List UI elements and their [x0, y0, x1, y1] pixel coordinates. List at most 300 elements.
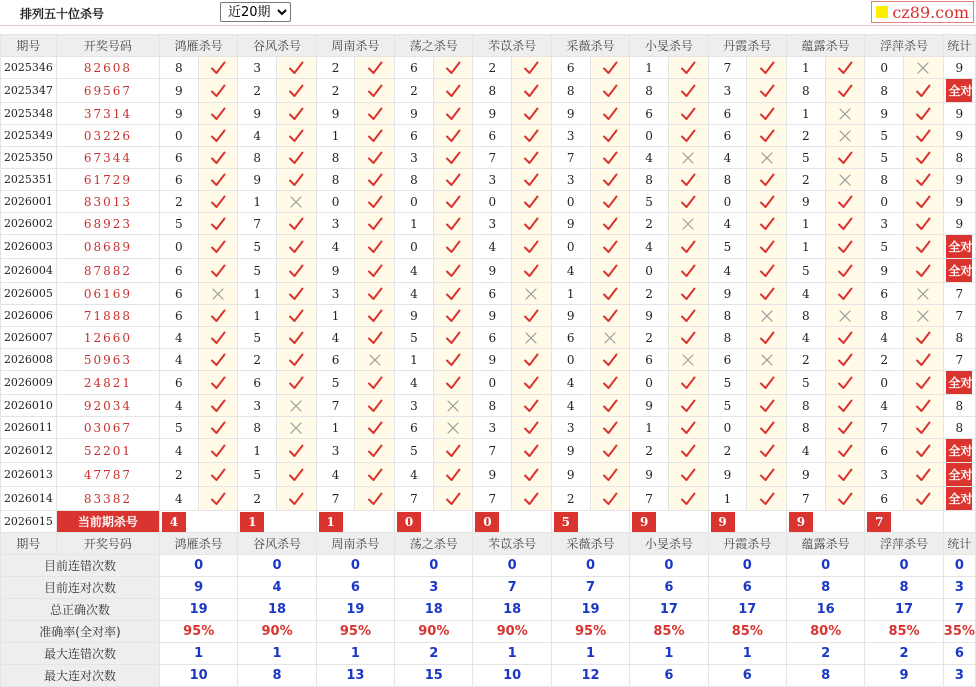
logo-square-icon — [876, 6, 888, 18]
kill-number-cell: 9 — [865, 259, 904, 283]
check-icon — [915, 83, 931, 99]
result-mark-cell — [904, 79, 944, 103]
kill-number-cell: 7 — [238, 213, 277, 235]
result-mark-cell — [747, 57, 787, 79]
range-select[interactable] — [220, 2, 291, 22]
stat-value-cell: 18 — [473, 599, 551, 621]
stat-label: 最大连对次数 — [1, 665, 160, 687]
hit-count-cell: 7 — [943, 283, 975, 305]
check-icon — [680, 172, 696, 188]
kill-number-cell: 9 — [473, 305, 512, 327]
result-mark-cell — [198, 103, 238, 125]
result-mark-cell — [904, 417, 944, 439]
check-icon — [837, 398, 853, 414]
stat-value-cell: 8 — [786, 665, 864, 687]
check-icon — [367, 398, 383, 414]
cross-icon — [915, 286, 931, 302]
check-icon — [288, 443, 304, 459]
stat-label: 总正确次数 — [1, 599, 160, 621]
col-count-header: 统计 — [943, 533, 975, 555]
result-mark-cell — [904, 169, 944, 191]
check-icon — [445, 83, 461, 99]
check-icon — [367, 330, 383, 346]
result-mark-cell — [433, 235, 473, 259]
kill-number-cell: 2 — [786, 349, 825, 371]
table-row — [1, 439, 976, 463]
result-mark-cell — [277, 57, 317, 79]
stat-value-cell: 2 — [786, 643, 864, 665]
kill-number-cell: 0 — [159, 235, 198, 259]
result-mark-cell — [355, 79, 395, 103]
result-mark-cell — [904, 213, 944, 235]
kill-number-cell: 9 — [238, 169, 277, 191]
result-mark-cell — [590, 283, 630, 305]
check-icon — [602, 60, 618, 76]
kill-number-cell: 0 — [865, 371, 904, 395]
check-icon — [602, 443, 618, 459]
kill-number-cell: 2 — [473, 57, 512, 79]
result-mark-cell — [512, 191, 552, 213]
result-mark-cell — [668, 259, 708, 283]
table-row — [1, 235, 976, 259]
result-mark-cell — [355, 213, 395, 235]
kill-number-cell: 6 — [159, 147, 198, 169]
hit-count-cell: 9 — [943, 213, 975, 235]
table-row — [1, 395, 976, 417]
kill-number-cell: 1 — [395, 349, 434, 371]
check-icon — [210, 83, 226, 99]
result-mark-cell — [355, 259, 395, 283]
period-cell: 2026009 — [1, 371, 57, 395]
stat-value-cell: 3 — [395, 577, 473, 599]
current-period-row — [1, 511, 976, 533]
result-mark-cell — [747, 213, 787, 235]
kill-number-cell: 9 — [786, 191, 825, 213]
check-icon — [837, 60, 853, 76]
check-icon — [602, 263, 618, 279]
period-cell: 2025346 — [1, 57, 57, 79]
kill-number-cell: 6 — [316, 349, 355, 371]
all-correct-badge: 全对 — [946, 463, 972, 486]
result-mark-cell — [512, 395, 552, 417]
kill-number-cell: 9 — [708, 283, 747, 305]
check-icon — [915, 239, 931, 255]
result-mark-cell — [590, 395, 630, 417]
result-mark-cell — [747, 125, 787, 147]
kill-number-cell: 1 — [316, 305, 355, 327]
period-cell: 2025347 — [1, 79, 57, 103]
result-mark-cell — [355, 487, 395, 511]
stat-value-cell: 0 — [865, 555, 943, 577]
check-icon — [602, 106, 618, 122]
kill-number-cell: 5 — [708, 235, 747, 259]
col-expert-header: 芣苡杀号 — [473, 533, 551, 555]
result-mark-cell — [198, 57, 238, 79]
table-row — [1, 371, 976, 395]
check-icon — [680, 308, 696, 324]
kill-number-cell: 7 — [630, 487, 669, 511]
kill-number-cell: 4 — [473, 235, 512, 259]
result-mark-cell — [512, 125, 552, 147]
kill-number-cell: 3 — [865, 463, 904, 487]
check-icon — [837, 491, 853, 507]
check-icon — [523, 467, 539, 483]
draw-number-cell: 83382 — [56, 487, 159, 511]
col-expert-header: 蕴露杀号 — [786, 35, 864, 57]
stat-value-cell: 85% — [708, 621, 786, 643]
draw-number-cell: 71888 — [56, 305, 159, 327]
draw-number-cell: 82608 — [56, 57, 159, 79]
result-mark-cell — [590, 103, 630, 125]
check-icon — [523, 375, 539, 391]
kill-number-cell: 4 — [159, 487, 198, 511]
kill-number-cell: 8 — [786, 305, 825, 327]
result-mark-cell — [512, 327, 552, 349]
check-icon — [445, 239, 461, 255]
col-expert-header: 小旻杀号 — [630, 533, 708, 555]
result-mark-cell — [433, 103, 473, 125]
kill-number-cell: 6 — [865, 487, 904, 511]
check-icon — [602, 308, 618, 324]
draw-number-cell: 52201 — [56, 439, 159, 463]
check-icon — [523, 194, 539, 210]
hit-count-cell: 8 — [943, 147, 975, 169]
result-mark-cell — [747, 439, 787, 463]
kill-number-cell: 1 — [238, 305, 277, 327]
kill-number-cell: 8 — [865, 305, 904, 327]
result-mark-cell — [277, 283, 317, 305]
result-mark-cell — [825, 327, 865, 349]
kill-number-cell: 4 — [551, 259, 590, 283]
result-mark-cell — [590, 259, 630, 283]
kill-number-cell: 7 — [316, 487, 355, 511]
kill-number-cell: 2 — [630, 439, 669, 463]
col-expert-header: 荡之杀号 — [395, 35, 473, 57]
kill-number-cell: 3 — [551, 125, 590, 147]
kill-number-cell: 3 — [395, 147, 434, 169]
stat-value-cell: 10 — [473, 665, 551, 687]
current-period-label: 当前期杀号 — [56, 511, 159, 533]
period-cell: 2026008 — [1, 349, 57, 371]
result-mark-cell — [904, 103, 944, 125]
kill-number-cell: 4 — [159, 439, 198, 463]
kill-number-cell: 6 — [159, 371, 198, 395]
result-mark-cell — [355, 463, 395, 487]
kill-number-cell: 2 — [786, 125, 825, 147]
check-icon — [680, 330, 696, 346]
result-mark-cell — [590, 191, 630, 213]
kill-number-cell: 4 — [708, 259, 747, 283]
col-expert-header: 周南杀号 — [316, 35, 394, 57]
kill-number-cell: 4 — [708, 213, 747, 235]
col-count-header: 统计 — [943, 35, 975, 57]
check-icon — [367, 286, 383, 302]
stat-value-cell: 90% — [395, 621, 473, 643]
kill-number-cell: 0 — [708, 191, 747, 213]
result-mark-cell — [668, 439, 708, 463]
kill-number-cell: 6 — [473, 125, 512, 147]
check-icon — [210, 420, 226, 436]
check-icon — [759, 128, 775, 144]
result-mark-cell — [433, 463, 473, 487]
check-icon — [837, 194, 853, 210]
kill-number-cell: 2 — [238, 349, 277, 371]
stat-value-cell: 1 — [630, 643, 708, 665]
kill-number-cell: 8 — [238, 417, 277, 439]
stat-value-cell: 1 — [473, 643, 551, 665]
stat-row — [1, 599, 976, 621]
col-expert-header: 丹霞杀号 — [708, 35, 786, 57]
result-mark-cell — [825, 57, 865, 79]
result-mark-cell — [198, 371, 238, 395]
kill-number-cell: 3 — [316, 283, 355, 305]
period-cell: 2026004 — [1, 259, 57, 283]
draw-number-cell: 69567 — [56, 79, 159, 103]
draw-number-cell: 03067 — [56, 417, 159, 439]
col-expert-header: 谷风杀号 — [238, 533, 316, 555]
kill-number-cell: 8 — [473, 395, 512, 417]
table-header-repeat — [1, 533, 976, 555]
result-mark-cell — [512, 147, 552, 169]
result-mark-cell — [512, 349, 552, 371]
result-mark-cell — [433, 395, 473, 417]
result-mark-cell — [904, 371, 944, 395]
check-icon — [210, 375, 226, 391]
check-icon — [210, 467, 226, 483]
draw-number-cell: 83013 — [56, 191, 159, 213]
check-icon — [602, 216, 618, 232]
result-mark-cell — [747, 327, 787, 349]
stat-row — [1, 577, 976, 599]
kill-number-cell: 9 — [551, 213, 590, 235]
stat-value-cell: 1 — [551, 643, 629, 665]
cross-icon — [759, 352, 775, 368]
check-icon — [680, 286, 696, 302]
kill-number-cell: 9 — [159, 103, 198, 125]
result-mark-cell — [355, 147, 395, 169]
result-mark-cell — [198, 169, 238, 191]
result-mark-cell — [198, 417, 238, 439]
result-mark-cell — [825, 305, 865, 327]
kill-number-cell: 6 — [708, 125, 747, 147]
kill-number-cell: 7 — [786, 487, 825, 511]
result-mark-cell — [198, 147, 238, 169]
kill-number-cell: 3 — [551, 417, 590, 439]
stat-value-cell: 85% — [630, 621, 708, 643]
cross-icon — [680, 150, 696, 166]
result-mark-cell — [904, 283, 944, 305]
check-icon — [367, 491, 383, 507]
kill-number-cell: 4 — [551, 395, 590, 417]
kill-number-cell: 8 — [238, 147, 277, 169]
kill-number-cell: 6 — [708, 103, 747, 125]
result-mark-cell — [904, 463, 944, 487]
result-mark-cell — [590, 439, 630, 463]
kill-number-cell: 9 — [786, 463, 825, 487]
stat-value-cell: 9 — [865, 665, 943, 687]
stat-value-cell: 80% — [786, 621, 864, 643]
result-mark-cell — [825, 395, 865, 417]
cross-icon — [288, 194, 304, 210]
kill-number-cell: 8 — [159, 57, 198, 79]
check-icon — [602, 467, 618, 483]
result-mark-cell — [512, 235, 552, 259]
kill-number-cell: 8 — [630, 169, 669, 191]
check-icon — [367, 172, 383, 188]
result-mark-cell — [904, 305, 944, 327]
check-icon — [523, 106, 539, 122]
check-icon — [837, 375, 853, 391]
stat-value-cell: 6 — [316, 577, 394, 599]
period-cell: 2026013 — [1, 463, 57, 487]
kill-number-cell: 4 — [551, 371, 590, 395]
stat-count-cell: 6 — [943, 643, 975, 665]
kill-number-table — [0, 34, 976, 687]
check-icon — [445, 491, 461, 507]
check-icon — [523, 263, 539, 279]
check-icon — [915, 375, 931, 391]
check-icon — [915, 398, 931, 414]
result-mark-cell — [825, 487, 865, 511]
result-mark-cell — [904, 125, 944, 147]
result-mark-cell — [668, 463, 708, 487]
check-icon — [210, 330, 226, 346]
period-cell: 2026002 — [1, 213, 57, 235]
check-icon — [445, 443, 461, 459]
kill-number-cell: 7 — [395, 487, 434, 511]
result-mark-cell — [433, 487, 473, 511]
kill-number-cell: 6 — [708, 349, 747, 371]
result-mark-cell — [668, 213, 708, 235]
check-icon — [445, 150, 461, 166]
check-icon — [523, 308, 539, 324]
check-icon — [915, 172, 931, 188]
check-icon — [288, 216, 304, 232]
kill-number-cell: 9 — [473, 463, 512, 487]
check-icon — [837, 467, 853, 483]
result-mark-cell — [747, 259, 787, 283]
result-mark-cell — [277, 305, 317, 327]
result-mark-cell — [355, 305, 395, 327]
result-mark-cell — [198, 125, 238, 147]
draw-number-cell: 37314 — [56, 103, 159, 125]
check-icon — [602, 286, 618, 302]
kill-number-cell: 9 — [630, 395, 669, 417]
check-icon — [445, 172, 461, 188]
result-mark-cell — [747, 283, 787, 305]
kill-number-cell: 5 — [238, 327, 277, 349]
kill-number-cell: 8 — [786, 417, 825, 439]
stat-value-cell: 0 — [159, 555, 237, 577]
result-mark-cell — [277, 259, 317, 283]
all-correct-badge: 全对 — [946, 235, 972, 258]
all-correct-badge: 全对 — [946, 259, 972, 282]
site-logo[interactable] — [871, 1, 974, 23]
check-icon — [680, 398, 696, 414]
stat-value-cell: 18 — [238, 599, 316, 621]
check-icon — [288, 150, 304, 166]
kill-number-cell: 9 — [630, 463, 669, 487]
check-icon — [445, 330, 461, 346]
result-mark-cell — [355, 349, 395, 371]
result-mark-cell — [904, 235, 944, 259]
check-icon — [602, 172, 618, 188]
kill-number-cell: 1 — [395, 213, 434, 235]
result-mark-cell — [512, 169, 552, 191]
check-icon — [602, 420, 618, 436]
result-mark-cell — [433, 57, 473, 79]
result-mark-cell — [277, 417, 317, 439]
check-icon — [445, 128, 461, 144]
stat-value-cell: 2 — [395, 643, 473, 665]
result-mark-cell — [668, 283, 708, 305]
result-mark-cell — [668, 79, 708, 103]
cross-icon — [523, 330, 539, 346]
cross-icon — [915, 60, 931, 76]
result-mark-cell — [668, 487, 708, 511]
check-icon — [759, 194, 775, 210]
result-mark-cell — [277, 191, 317, 213]
kill-number-cell: 7 — [473, 147, 512, 169]
stat-row — [1, 555, 976, 577]
result-mark-cell — [747, 305, 787, 327]
check-icon — [367, 128, 383, 144]
result-mark-cell — [433, 439, 473, 463]
result-mark-cell — [277, 327, 317, 349]
kill-number-cell: 0 — [865, 191, 904, 213]
kill-number-cell: 5 — [238, 259, 277, 283]
draw-number-cell: 67344 — [56, 147, 159, 169]
stat-value-cell: 12 — [551, 665, 629, 687]
check-icon — [602, 491, 618, 507]
check-icon — [210, 60, 226, 76]
check-icon — [288, 239, 304, 255]
hit-count-cell — [943, 487, 975, 511]
result-mark-cell — [512, 463, 552, 487]
result-mark-cell — [512, 103, 552, 125]
kill-number-cell: 0 — [630, 371, 669, 395]
kill-number-cell: 1 — [630, 417, 669, 439]
kill-number-cell: 6 — [159, 305, 198, 327]
kill-number-cell: 2 — [395, 79, 434, 103]
col-expert-header: 谷风杀号 — [238, 35, 316, 57]
kill-number-cell: 3 — [316, 439, 355, 463]
result-mark-cell — [277, 169, 317, 191]
result-mark-cell — [590, 417, 630, 439]
kill-number-cell: 6 — [551, 57, 590, 79]
result-mark-cell — [825, 439, 865, 463]
check-icon — [288, 375, 304, 391]
kill-number-cell: 8 — [395, 169, 434, 191]
kill-number-cell: 2 — [316, 79, 355, 103]
kill-number-cell: 9 — [395, 305, 434, 327]
stat-value-cell: 17 — [630, 599, 708, 621]
kill-number-cell: 7 — [473, 487, 512, 511]
stat-value-cell: 95% — [551, 621, 629, 643]
check-icon — [837, 263, 853, 279]
result-mark-cell — [747, 147, 787, 169]
kill-number-cell: 6 — [630, 349, 669, 371]
kill-number-cell: 9 — [551, 439, 590, 463]
hit-count-cell: 8 — [943, 395, 975, 417]
check-icon — [367, 443, 383, 459]
result-mark-cell — [198, 463, 238, 487]
check-icon — [367, 83, 383, 99]
col-expert-header: 浮萍杀号 — [865, 35, 943, 57]
period-cell: 2026007 — [1, 327, 57, 349]
result-mark-cell — [904, 487, 944, 511]
stat-value-cell: 90% — [473, 621, 551, 643]
